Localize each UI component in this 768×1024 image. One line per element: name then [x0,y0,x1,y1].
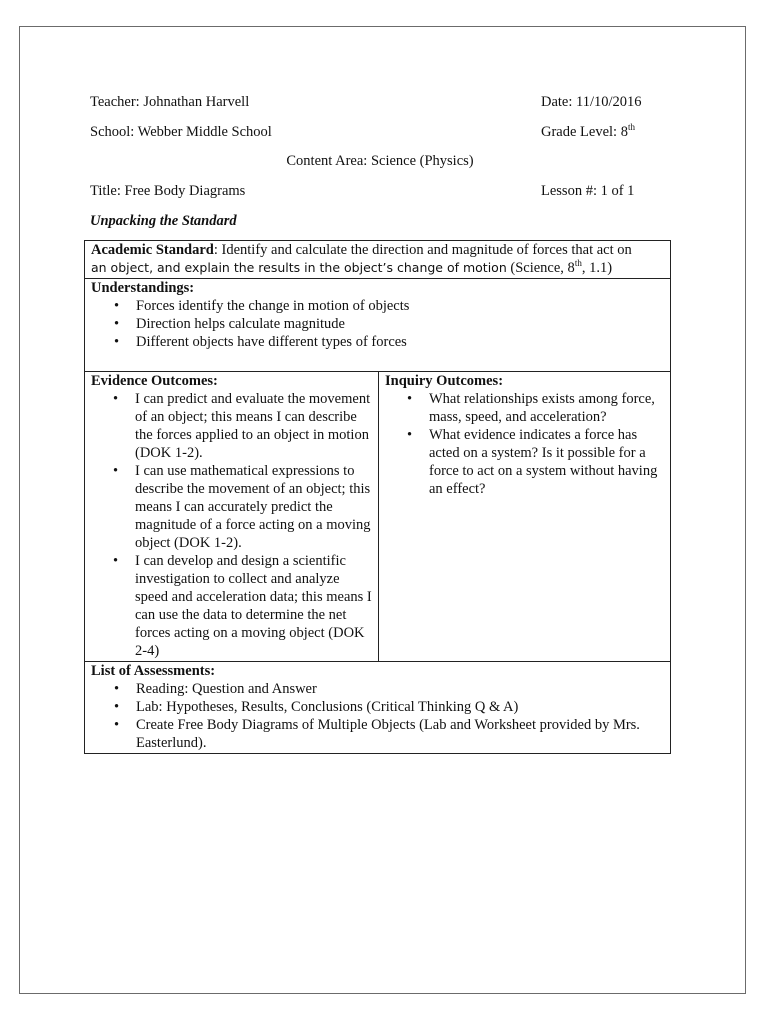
section-heading: Unpacking the Standard [90,213,237,229]
standard-table [84,240,671,754]
academic-standard-sup: th [574,258,582,268]
list-item: • I can use mathematical expressions to describe the movement of an object; this means I can accurately predict the magnitude of a force acting on a moving object (DOK 1-2). [135,462,372,552]
assessments-list [91,680,664,752]
list-item: • I can predict and evaluate the movement of an object; this means I can describe the forces applied to an object in motion (DOK 1-2). [135,390,372,462]
content-area: Content Area: Science (Physics) [286,153,474,169]
list-item: • Direction helps calculate magnitude [136,315,664,333]
grade-level [541,123,635,141]
inquiry-outcomes-cell [379,372,671,662]
understandings-row [85,279,671,372]
academic-standard-reference: (Science, 8 [506,260,575,276]
list-item: • Lab: Hypotheses, Results, Conclusions (Critical Thinking Q & A) [136,698,664,716]
assessments-label: List of Assessments: [91,663,216,679]
academic-standard-label: Academic Standard [91,242,214,258]
list-item: • What evidence indicates a force has acted on a system? Is it possible for a force to act on a system without having an effect? [429,426,664,498]
academic-standard-cell [85,241,671,279]
academic-standard-text: : Identify and calculate the direction and magnitude of forces that act on [213,242,632,258]
evidence-outcomes-cell [85,372,379,662]
academic-standard-text-line2: an object, and explain the results in the object’s change of motion [91,260,507,275]
list-item: • Reading: Question and Answer [136,680,664,698]
evidence-outcomes-list [91,390,372,660]
school-name: School: Webber Middle School [90,124,272,140]
header-row-content-area [90,152,670,172]
understandings-cell [85,279,671,372]
header-row-school [90,123,670,143]
list-item: • I can develop and design a scientific investigation to collect and analyze speed and acceleration data; this means I can use the data to determine the net forces acting on a moving object (DOK 2-4) [135,552,372,660]
inquiry-outcomes-list [385,390,664,498]
lesson-title: Title: Free Body Diagrams [90,183,246,199]
lesson-number: Lesson #: 1 of 1 [541,183,635,199]
header-row-title [90,182,670,202]
understandings-list [91,297,664,351]
academic-standard-row [85,241,671,279]
list-item: • Different objects have different types of forces [136,333,664,351]
outcomes-row [85,372,671,662]
list-item: • What relationships exists among force, mass, speed, and acceleration? [429,390,664,426]
understandings-label: Understandings: [91,280,195,296]
grade-level-suffix: th [627,122,635,132]
inquiry-outcomes-label: Inquiry Outcomes: [385,373,504,389]
list-item: • Forces identify the change in motion of objects [136,297,664,315]
assessments-cell [85,662,671,754]
evidence-outcomes-label: Evidence Outcomes: [91,373,218,389]
grade-level-text: Grade Level: 8 [541,124,628,140]
assessments-row [85,662,671,754]
academic-standard-reference-end: , 1.1) [581,260,613,276]
lesson-date: Date: 11/10/2016 [541,94,642,110]
teacher-name: Teacher: Johnathan Harvell [90,94,250,110]
list-item: • Create Free Body Diagrams of Multiple Objects (Lab and Worksheet provided by Mrs. Easterlund). [136,716,664,752]
header-row-teacher [90,93,670,113]
